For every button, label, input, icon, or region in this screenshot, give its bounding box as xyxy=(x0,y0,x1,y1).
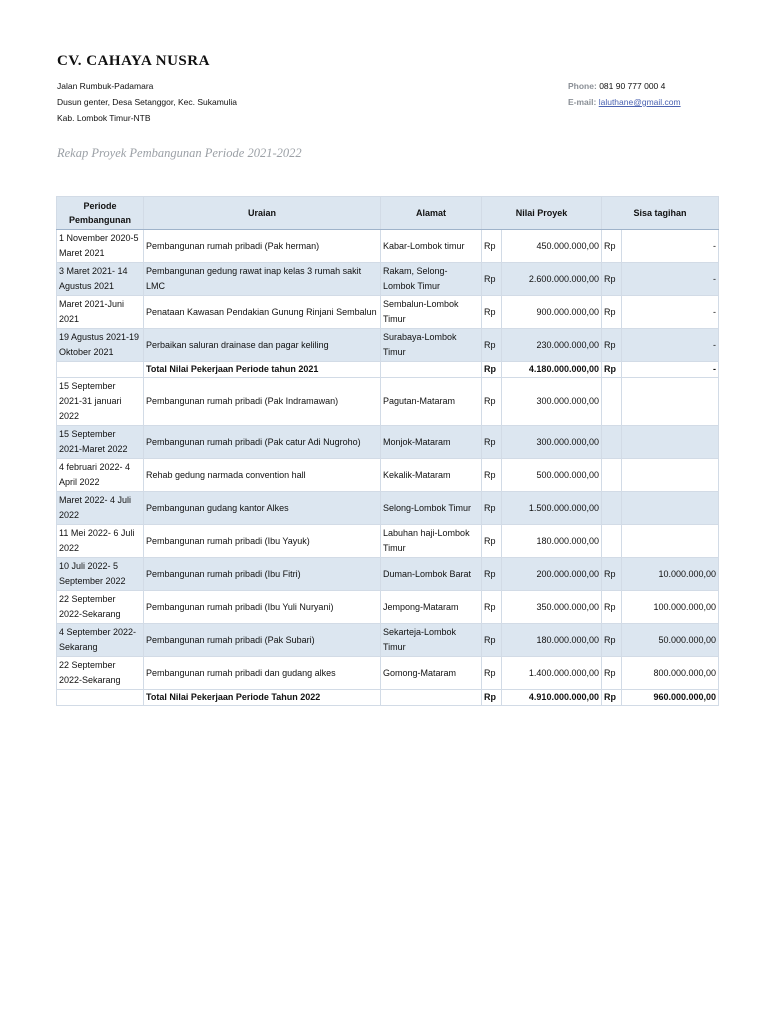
email-link[interactable]: laluthane@gmail.com xyxy=(598,97,681,107)
table-row xyxy=(57,657,719,690)
cell-currency: Rp xyxy=(482,378,502,426)
cell-sisa: - xyxy=(622,329,719,362)
address-line-3: Kab. Lombok Timur-NTB xyxy=(57,113,151,123)
cell-uraian: Pembangunan gedung rawat inap kelas 3 rumah sakit LMC xyxy=(144,263,381,296)
table-row xyxy=(57,558,719,591)
cell-currency: Rp xyxy=(602,657,622,690)
cell-periode: 1 November 2020-5 Maret 2021 xyxy=(57,230,144,263)
table-row xyxy=(57,492,719,525)
cell-periode: 22 September 2022-Sekarang xyxy=(57,591,144,624)
cell-alamat: Sembalun-Lombok Timur xyxy=(381,296,482,329)
cell-periode: 3 Maret 2021- 14 Agustus 2021 xyxy=(57,263,144,296)
table-row xyxy=(57,591,719,624)
cell-sisa: 100.000.000,00 xyxy=(622,591,719,624)
total-nilai: 4.180.000.000,00 xyxy=(502,362,602,378)
total-currency: Rp xyxy=(482,690,502,706)
cell-sisa xyxy=(622,525,719,558)
cell-sisa xyxy=(622,492,719,525)
cell-currency: Rp xyxy=(482,459,502,492)
cell-alamat: Jempong-Mataram xyxy=(381,591,482,624)
cell-currency: Rp xyxy=(482,657,502,690)
cell-nilai: 230.000.000,00 xyxy=(502,329,602,362)
email-label: E-mail: xyxy=(568,97,597,107)
cell-sisa xyxy=(622,459,719,492)
cell-currency: Rp xyxy=(602,591,622,624)
col-header-alamat: Alamat xyxy=(381,197,482,230)
total-currency: Rp xyxy=(602,362,622,378)
table-row xyxy=(57,329,719,362)
table-row xyxy=(57,296,719,329)
cell-periode: 19 Agustus 2021-19 Oktober 2021 xyxy=(57,329,144,362)
cell-periode: Maret 2022- 4 Juli 2022 xyxy=(57,492,144,525)
total-sisa: - xyxy=(622,362,719,378)
cell-alamat: Sekarteja-Lombok Timur xyxy=(381,624,482,657)
cell-uraian: Pembangunan rumah pribadi (Ibu Yuli Nuryani) xyxy=(144,591,381,624)
col-header-sisa: Sisa tagihan xyxy=(602,197,719,230)
cell-nilai: 1.400.000.000,00 xyxy=(502,657,602,690)
cell-sisa: - xyxy=(622,263,719,296)
total-empty-cell xyxy=(381,690,482,706)
cell-uraian: Pembangunan rumah pribadi (Pak Subari) xyxy=(144,624,381,657)
table-row xyxy=(57,230,719,263)
cell-alamat: Gomong-Mataram xyxy=(381,657,482,690)
cell-uraian: Pembangunan rumah pribadi (Pak herman) xyxy=(144,230,381,263)
cell-alamat: Kabar-Lombok timur xyxy=(381,230,482,263)
cell-periode: 15 September 2021-31 januari 2022 xyxy=(57,378,144,426)
cell-nilai: 350.000.000,00 xyxy=(502,591,602,624)
project-table xyxy=(56,196,719,706)
cell-currency xyxy=(602,459,622,492)
total-row-2021 xyxy=(57,362,719,378)
cell-alamat: Rakam, Selong-Lombok Timur xyxy=(381,263,482,296)
total-label: Total Nilai Pekerjaan Periode Tahun 2022 xyxy=(144,690,381,706)
phone-line xyxy=(568,81,665,91)
cell-currency: Rp xyxy=(482,558,502,591)
table-row xyxy=(57,426,719,459)
address-line-1: Jalan Rumbuk-Padamara xyxy=(57,81,154,91)
total-label: Total Nilai Pekerjaan Periode tahun 2021 xyxy=(144,362,381,378)
table-row xyxy=(57,459,719,492)
table-row xyxy=(57,624,719,657)
cell-uraian: Pembangunan gudang kantor Alkes xyxy=(144,492,381,525)
table-header-row xyxy=(57,197,719,230)
total-empty-cell xyxy=(381,362,482,378)
cell-currency: Rp xyxy=(602,624,622,657)
cell-alamat: Selong-Lombok Timur xyxy=(381,492,482,525)
cell-uraian: Pembangunan rumah pribadi (Pak Indramawan) xyxy=(144,378,381,426)
table-total-2021 xyxy=(57,362,719,378)
cell-currency: Rp xyxy=(482,263,502,296)
table-body-2021 xyxy=(57,230,719,362)
table-row xyxy=(57,263,719,296)
cell-nilai: 180.000.000,00 xyxy=(502,624,602,657)
total-empty-cell xyxy=(57,690,144,706)
email-line xyxy=(568,97,681,107)
cell-alamat: Surabaya-Lombok Timur xyxy=(381,329,482,362)
cell-nilai: 500.000.000,00 xyxy=(502,459,602,492)
cell-sisa: - xyxy=(622,296,719,329)
cell-currency xyxy=(602,525,622,558)
cell-currency: Rp xyxy=(602,230,622,263)
cell-sisa: 800.000.000,00 xyxy=(622,657,719,690)
cell-currency: Rp xyxy=(602,263,622,296)
cell-periode: Maret 2021-Juni 2021 xyxy=(57,296,144,329)
total-currency: Rp xyxy=(602,690,622,706)
cell-currency: Rp xyxy=(602,329,622,362)
table-body-2022 xyxy=(57,378,719,690)
cell-currency: Rp xyxy=(482,624,502,657)
total-row-2022 xyxy=(57,690,719,706)
cell-alamat: Monjok-Mataram xyxy=(381,426,482,459)
cell-sisa xyxy=(622,378,719,426)
cell-nilai: 450.000.000,00 xyxy=(502,230,602,263)
cell-periode: 10 Juli 2022- 5 September 2022 xyxy=(57,558,144,591)
cell-sisa: 10.000.000,00 xyxy=(622,558,719,591)
cell-nilai: 300.000.000,00 xyxy=(502,378,602,426)
cell-uraian: Pembangunan rumah pribadi (Pak catur Adi Nugroho) xyxy=(144,426,381,459)
company-name: CV. CAHAYA NUSRA xyxy=(57,53,210,69)
cell-currency: Rp xyxy=(482,426,502,459)
cell-currency: Rp xyxy=(482,525,502,558)
cell-nilai: 180.000.000,00 xyxy=(502,525,602,558)
cell-uraian: Penataan Kawasan Pendakian Gunung Rinjani Sembalun xyxy=(144,296,381,329)
cell-alamat: Labuhan haji-Lombok Timur xyxy=(381,525,482,558)
document-title: Rekap Proyek Pembangunan Periode 2021-2022 xyxy=(57,146,302,160)
phone-label: Phone: xyxy=(568,81,597,91)
cell-currency: Rp xyxy=(482,329,502,362)
total-empty-cell xyxy=(57,362,144,378)
phone-value: 081 90 777 000 4 xyxy=(599,81,666,91)
cell-currency: Rp xyxy=(482,296,502,329)
cell-nilai: 200.000.000,00 xyxy=(502,558,602,591)
cell-uraian: Rehab gedung narmada convention hall xyxy=(144,459,381,492)
cell-currency: Rp xyxy=(482,230,502,263)
total-sisa: 960.000.000,00 xyxy=(622,690,719,706)
cell-currency: Rp xyxy=(482,492,502,525)
cell-currency xyxy=(602,378,622,426)
cell-nilai: 1.500.000.000,00 xyxy=(502,492,602,525)
table-total-2022 xyxy=(57,690,719,706)
cell-currency: Rp xyxy=(602,558,622,591)
cell-nilai: 300.000.000,00 xyxy=(502,426,602,459)
cell-uraian: Pembangunan rumah pribadi (Ibu Fitri) xyxy=(144,558,381,591)
cell-periode: 4 September 2022-Sekarang xyxy=(57,624,144,657)
cell-uraian: Pembangunan rumah pribadi dan gudang alkes xyxy=(144,657,381,690)
cell-uraian: Pembangunan rumah pribadi (Ibu Yayuk) xyxy=(144,525,381,558)
col-header-nilai: Nilai Proyek xyxy=(482,197,602,230)
cell-periode: 11 Mei 2022- 6 Juli 2022 xyxy=(57,525,144,558)
table-row xyxy=(57,378,719,426)
cell-uraian: Perbaikan saluran drainase dan pagar keliling xyxy=(144,329,381,362)
col-header-periode: Periode Pembangunan xyxy=(57,197,144,230)
address-line-2: Dusun genter, Desa Setanggor, Kec. Sukamulia xyxy=(57,97,238,107)
cell-periode: 15 September 2021-Maret 2022 xyxy=(57,426,144,459)
cell-sisa xyxy=(622,426,719,459)
cell-currency xyxy=(602,492,622,525)
cell-periode: 4 februari 2022- 4 April 2022 xyxy=(57,459,144,492)
total-currency: Rp xyxy=(482,362,502,378)
cell-nilai: 2.600.000.000,00 xyxy=(502,263,602,296)
cell-alamat: Duman-Lombok Barat xyxy=(381,558,482,591)
cell-sisa: - xyxy=(622,230,719,263)
col-header-uraian: Uraian xyxy=(144,197,381,230)
cell-alamat: Pagutan-Mataram xyxy=(381,378,482,426)
cell-alamat: Kekalik-Mataram xyxy=(381,459,482,492)
cell-nilai: 900.000.000,00 xyxy=(502,296,602,329)
cell-periode: 22 September 2022-Sekarang xyxy=(57,657,144,690)
cell-currency xyxy=(602,426,622,459)
cell-currency: Rp xyxy=(602,296,622,329)
cell-sisa: 50.000.000,00 xyxy=(622,624,719,657)
table-row xyxy=(57,525,719,558)
total-nilai: 4.910.000.000,00 xyxy=(502,690,602,706)
cell-currency: Rp xyxy=(482,591,502,624)
